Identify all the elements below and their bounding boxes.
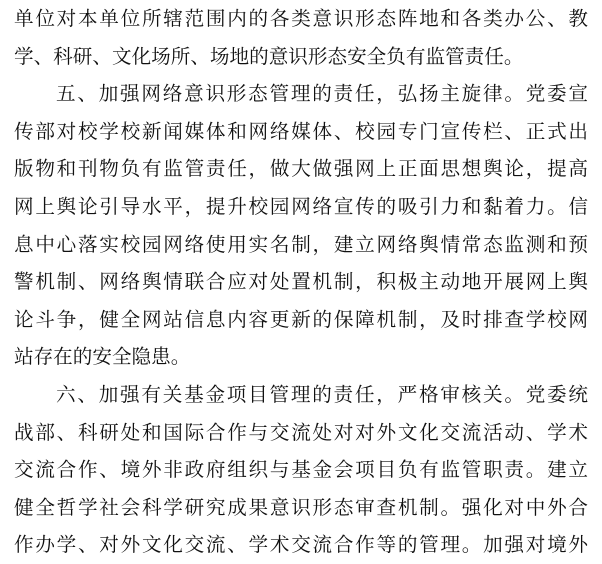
text-line: 警机制、网络舆情联合应对处置机制，积极主动地开展网上舆 [14,270,588,294]
text-line: 交流合作、境外非政府组织与基金会项目负有监管职责。建立 [14,458,588,482]
text-line: 站存在的安全隐患。 [14,345,191,369]
text-line: 学、科研、文化场所、场地的意识形态安全负有监管责任。 [14,44,524,68]
paragraph-first-line: 五、加强网络意识形态管理的责任，弘扬主旋律。党委宣 [56,82,588,106]
document-body [14,0,588,564]
text-line: 战部、科研处和国际合作与交流处对对外文化交流活动、学术 [14,420,588,444]
text-line: 论斗争，健全网站信息内容更新的保障机制，及时排查学校网 [14,307,588,331]
text-line: 网上舆论引导水平，提升校园网络宣传的吸引力和黏着力。信 [14,194,588,218]
text-line: 单位对本单位所辖范围内的各类意识形态阵地和各类办公、教 [14,7,588,30]
text-line: 传部对校学校新闻媒体和网络媒体、校园专门宣传栏、正式出 [14,119,588,143]
text-line: 版物和刊物负有监管责任，做大做强网上正面思想舆论，提高 [14,157,588,181]
text-line: 健全哲学社会科学研究成果意识形态审查机制。强化对中外合 [14,495,588,519]
paragraph-first-line: 六、加强有关基金项目管理的责任，严格审核关。党委统 [56,382,588,406]
text-line: 作办学、对外文化交流、学术交流合作等的管理。加强对境外 [14,533,588,557]
text-line: 息中心落实校园网络使用实名制，建立网络舆情常态监测和预 [14,232,588,256]
